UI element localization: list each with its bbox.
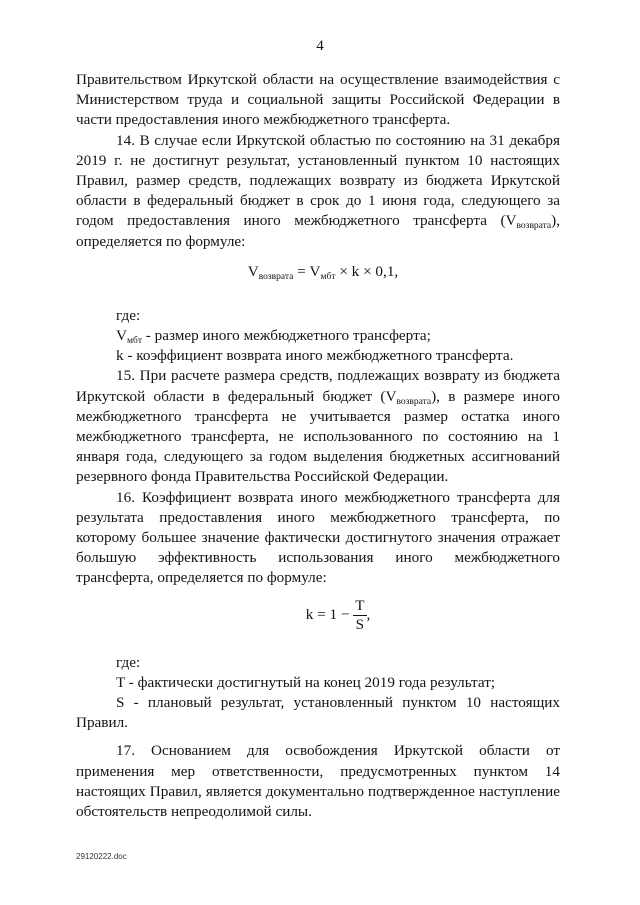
p15-text-b: ), в размере иного межбюджетного трансферта не учитывается размер остатка иного межбюджетного трансферта, не использованного по состоянию на 1 января года, следующего за годом выделения бюджетных ассигнований резервного фонда Правительства Российской Федерации.	[76, 387, 560, 486]
f2-denominator: S	[355, 615, 365, 633]
paragraph-16: 16. Коэффициент возврата иного межбюджетного трансферта для результата предоставления иного межбюджетного трансферта, по которому большее значение фактически достигнутого значения отражает большую эффективность использования иного межбюджетного трансферта, определяется по формуле:	[76, 488, 560, 587]
definition-s: S - плановый результат, установленный пунктом 10 настоящих Правил.	[76, 694, 560, 732]
formula-return-amount	[76, 252, 560, 298]
f1-eq: = V	[293, 262, 321, 280]
p14-text: 14. В случае если Иркутской областью по состоянию на 31 декабря 2019 г. не достигнут результат, установленный пунктом 10 настоящих Правил, размер средств, подлежащих возврату из бюджета Иркутской области в федеральный бюджет в срок до 1 июня года, следующего за годом предоставления иного межбюджетного трансферта (V	[76, 131, 560, 230]
definition-v-mbt	[76, 326, 560, 346]
p14-end: ), определяется по формуле:	[76, 212, 560, 250]
f1-rest: × k × 0,1,	[335, 262, 399, 280]
paragraph-intro: Правительством Иркутской области на осуществление взаимодействия с Министерством труда и социальной защиты Российской Федерации в части предоставления иного межбюджетного трансферта.	[76, 71, 560, 129]
f1-rhs-sub: мбт	[320, 271, 336, 282]
p14-subscript: возврата	[516, 221, 552, 232]
p15-text-a: 15. При расчете размера средств, подлежащих возврату из бюджета Иркутской области в федеральный бюджет (V	[76, 367, 560, 405]
where-label-2: где:	[116, 653, 141, 671]
paragraph-17: 17. Основанием для освобождения Иркутской области от применения мер ответственности, предусмотренных пунктом 14 настоящих Правил, является документально подтвержденное наступление обстоятельств непреодолимой силы.	[76, 742, 560, 821]
document-body	[76, 70, 560, 822]
definition-k: k - коэффициент возврата иного межбюджетного трансферта.	[116, 347, 514, 365]
definition-t: T - фактически достигнутый на конец 2019 года результат;	[116, 673, 496, 691]
def-v-text: - размер иного межбюджетного трансферта;	[141, 327, 431, 345]
f2-numerator: T	[355, 596, 365, 614]
formula-coefficient	[76, 589, 560, 643]
f2-fraction	[353, 597, 366, 634]
where-label-1: где:	[116, 306, 141, 324]
footer-filename: 29120222.doc	[76, 852, 127, 861]
def-v-subscript: мбт	[126, 336, 142, 347]
f1-lhs: V	[247, 262, 259, 280]
f2-lhs: k = 1 −	[305, 605, 354, 623]
f2-tail: ,	[366, 605, 371, 623]
paragraph-14	[76, 131, 560, 252]
page-number: 4	[316, 38, 324, 54]
paragraph-15	[76, 366, 560, 487]
f1-lhs-sub: возврата	[258, 271, 294, 282]
def-v-symbol: V	[116, 327, 127, 345]
p15-subscript: возврата	[396, 396, 432, 407]
